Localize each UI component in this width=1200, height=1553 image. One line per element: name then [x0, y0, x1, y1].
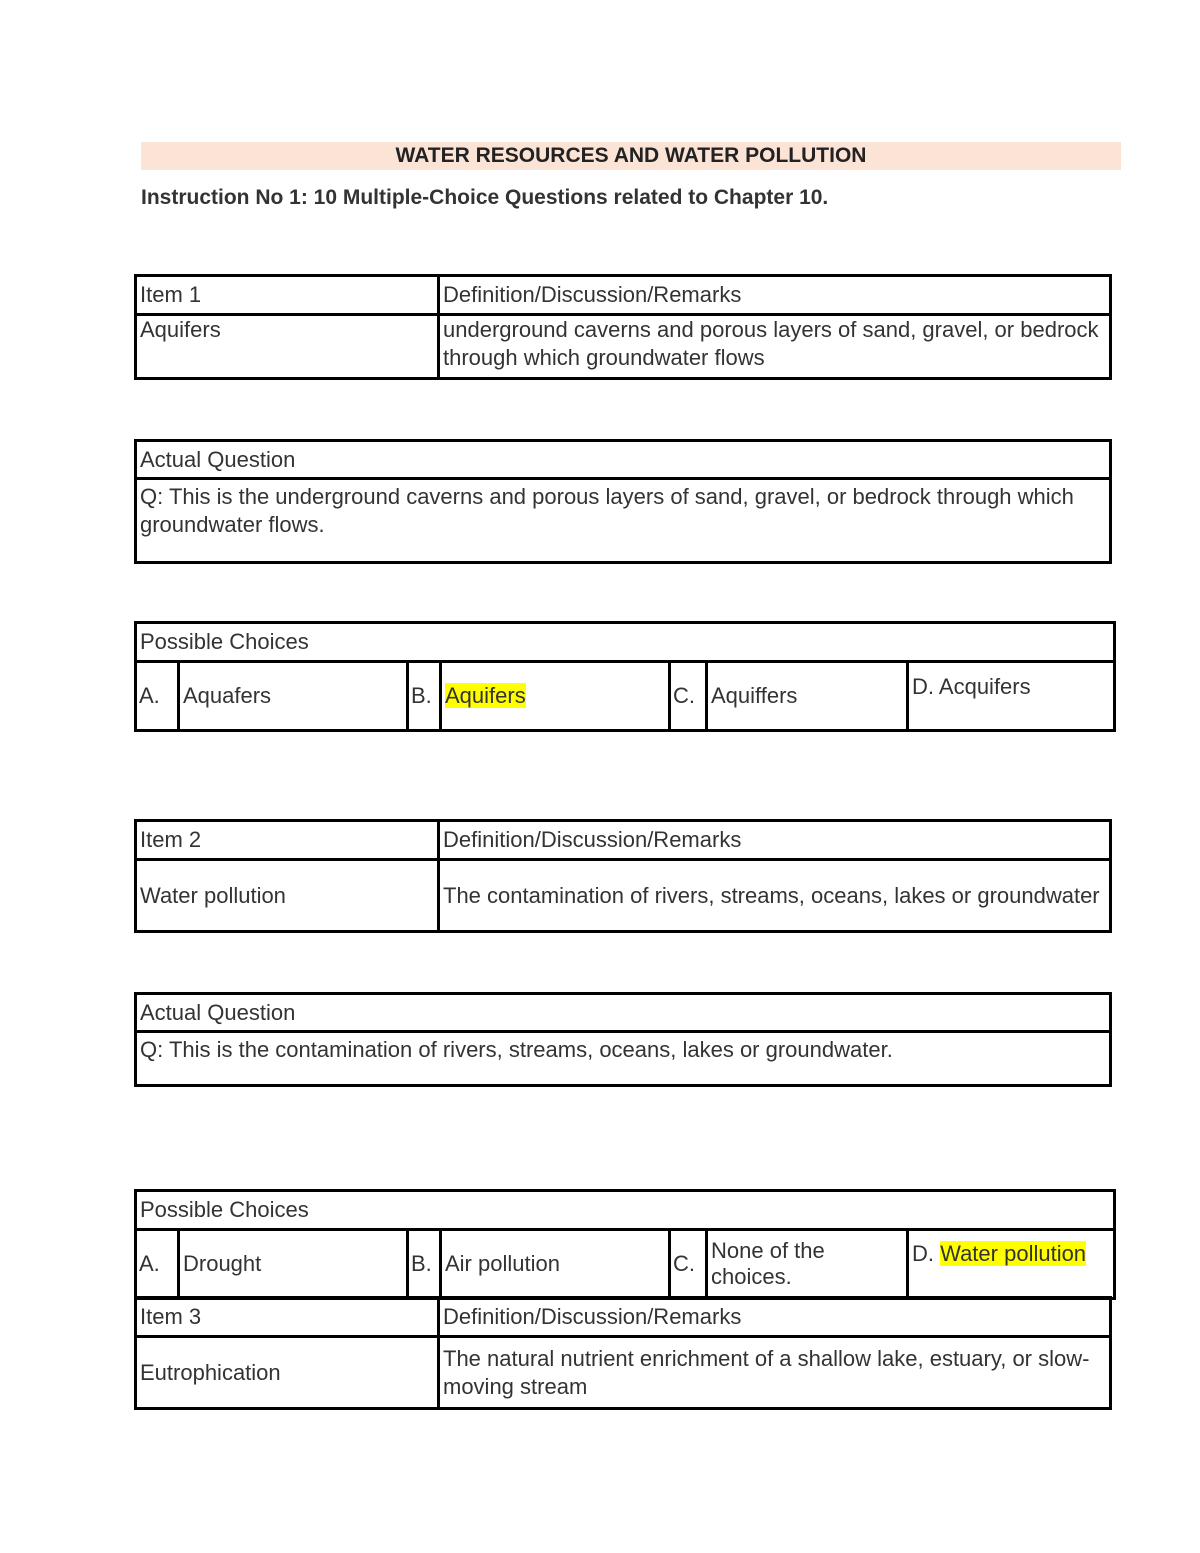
- choice-b-letter: B.: [408, 1230, 441, 1299]
- choice-d-cell: [908, 662, 1115, 731]
- term-cell: Eutrophication: [136, 1337, 439, 1409]
- choices-header: Possible Choices: [136, 623, 1115, 662]
- choice-b-text: Air pollution: [441, 1230, 670, 1299]
- question-header: Actual Question: [136, 994, 1111, 1032]
- choice-d-letter: D.: [912, 1241, 934, 1266]
- item-1-definition-table: [134, 274, 1112, 380]
- choice-b-letter: B.: [408, 662, 441, 731]
- choice-c-letter: C.: [670, 1230, 707, 1299]
- item-label: Item 1: [136, 276, 439, 315]
- item-1-choices-table: [134, 621, 1116, 732]
- choice-a-letter: A.: [136, 1230, 179, 1299]
- choice-c-letter: C.: [670, 662, 707, 731]
- item-1-question-table: [134, 439, 1112, 564]
- choice-d-letter: D.: [912, 674, 934, 699]
- choices-header: Possible Choices: [136, 1191, 1115, 1230]
- choice-d-text: Acquifers: [938, 674, 1031, 699]
- choice-a-text: Drought: [179, 1230, 408, 1299]
- item-2-choices-table: [134, 1189, 1116, 1300]
- term-cell: Aquifers: [136, 315, 439, 379]
- question-text: Q: This is the underground caverns and porous layers of sand, gravel, or bedrock through which groundwater flows.: [136, 479, 1111, 563]
- term-cell: Water pollution: [136, 860, 439, 932]
- item-2-question-table: [134, 992, 1112, 1087]
- definition-header: Definition/Discussion/Remarks: [439, 821, 1111, 860]
- item-2-definition-table: [134, 819, 1112, 933]
- definition-header: Definition/Discussion/Remarks: [439, 276, 1111, 315]
- item-3-definition-table: [134, 1296, 1112, 1410]
- definition-cell: The contamination of rivers, streams, oceans, lakes or groundwater: [439, 860, 1111, 932]
- choice-a-letter: A.: [136, 662, 179, 731]
- choice-a-text: Aquafers: [179, 662, 408, 731]
- choice-c-text: Aquiffers: [707, 662, 908, 731]
- item-label: Item 2: [136, 821, 439, 860]
- document-title: WATER RESOURCES AND WATER POLLUTION: [141, 142, 1121, 170]
- question-header: Actual Question: [136, 441, 1111, 479]
- question-text: Q: This is the contamination of rivers, streams, oceans, lakes or groundwater.: [136, 1032, 1111, 1086]
- definition-cell: The natural nutrient enrichment of a shallow lake, estuary, or slow-moving stream: [439, 1337, 1111, 1409]
- choice-d-text-correct: Water pollution: [940, 1241, 1087, 1266]
- choice-d-cell: [908, 1230, 1115, 1299]
- choice-c-text: None of the choices.: [707, 1230, 908, 1299]
- item-label: Item 3: [136, 1298, 439, 1337]
- instruction-text: Instruction No 1: 10 Multiple-Choice Questions related to Chapter 10.: [141, 186, 829, 209]
- definition-header: Definition/Discussion/Remarks: [439, 1298, 1111, 1337]
- definition-cell: underground caverns and porous layers of sand, gravel, or bedrock through which groundwater flows: [439, 315, 1111, 379]
- choice-b-text-correct: Aquifers: [445, 683, 526, 708]
